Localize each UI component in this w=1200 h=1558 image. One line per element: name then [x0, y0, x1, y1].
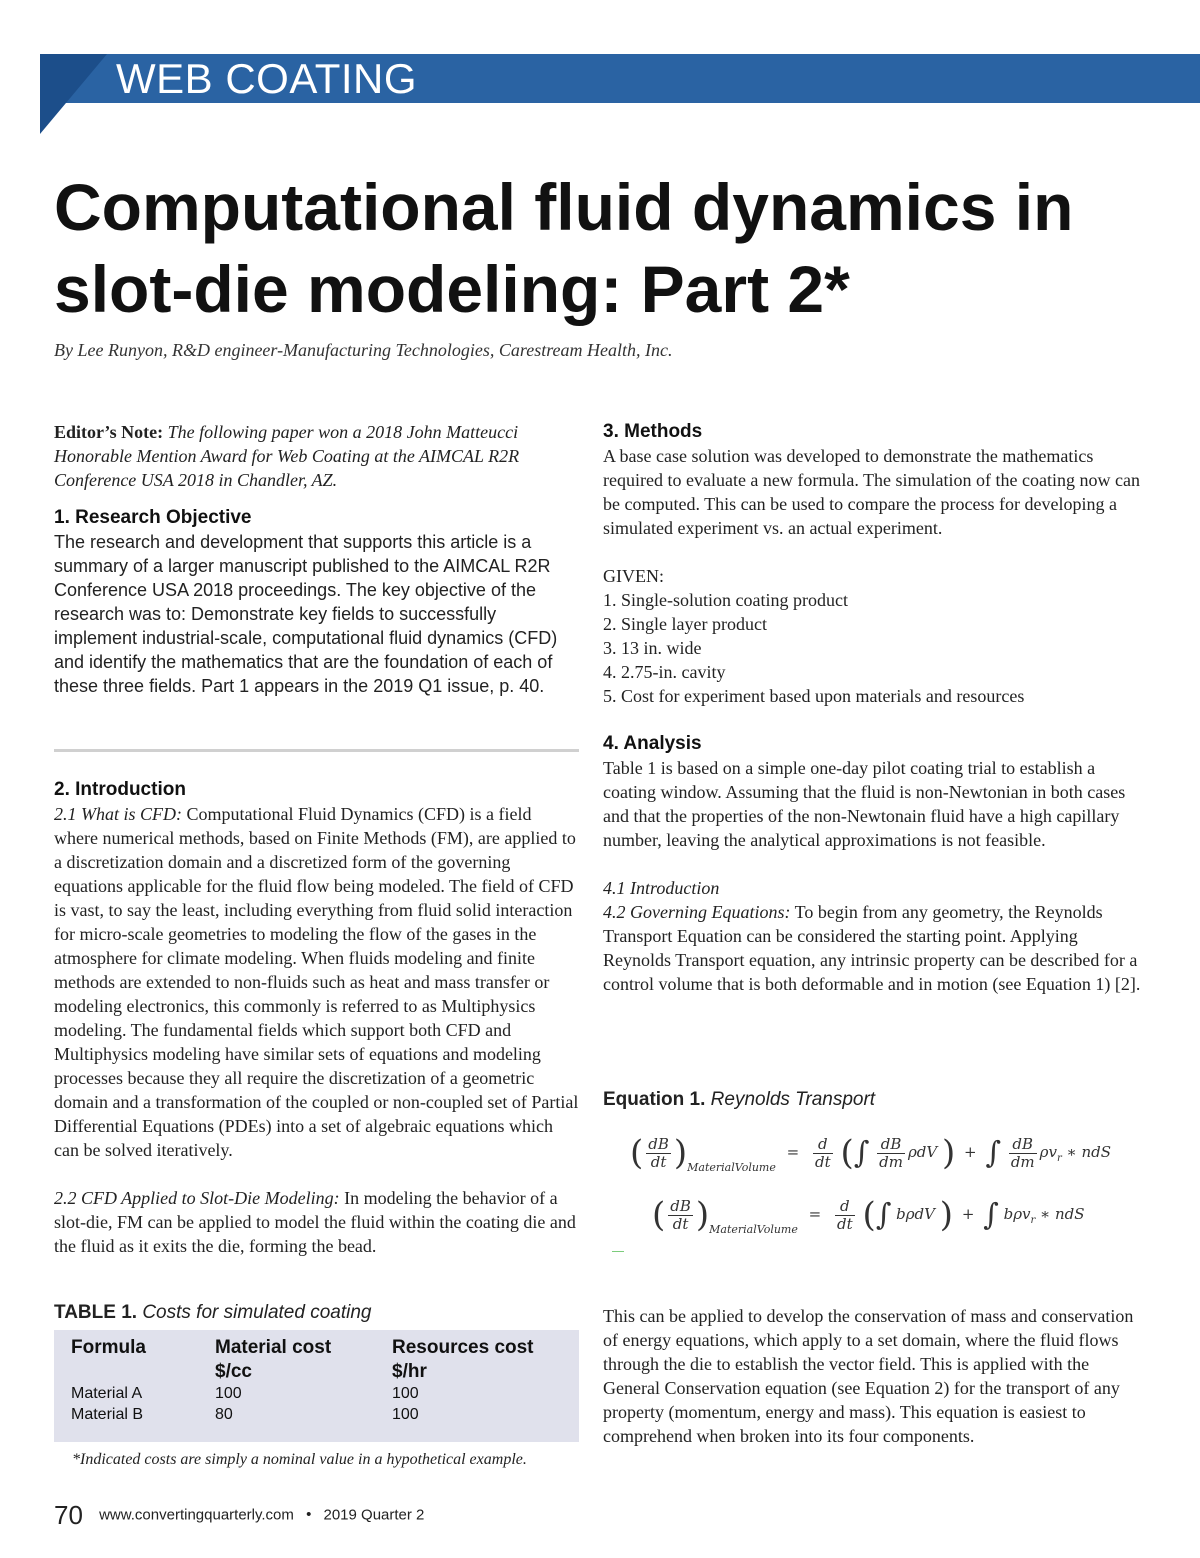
- page-footer: [54, 1500, 424, 1531]
- left-column-top: [54, 420, 579, 698]
- editors-note-text: The following paper won a 2018 John Matteucci Honorable Mention Award for Web Coating at the AIMCAL R2R Conference USA 2018 in Chandler, AZ.: [54, 422, 520, 490]
- editors-note-label: Editor’s Note:: [54, 422, 164, 442]
- table-unit-material: $/cc: [215, 1361, 252, 1382]
- table-cell: 80: [215, 1406, 233, 1423]
- table-cell: 100: [215, 1385, 242, 1402]
- table-unit-resources: $/hr: [392, 1361, 427, 1382]
- equation-line-1: ( $\frac{dB}{dt}$ )$_{MaterialVolume}$ = $\frac{d}{dt}$ (∫ $\frac{dB}{dm}$ ρdV ) + ∫ $\frac{dB}{dm}$ $\rho v_r$ ∗ ndS: [630, 1133, 1112, 1174]
- table-cell: Material B: [71, 1406, 144, 1423]
- section-label: WEB COATING: [116, 55, 418, 102]
- table-caption: [54, 1302, 372, 1324]
- cost-table: [54, 1330, 579, 1442]
- conservation-paragraph: This can be applied to develop the conservation of mass and conservation of energy equations, which apply to a set domain, where the fluid flows through the die to establish the vector field. This is applied with the General Conservation equation (see Equation 2) for the transport of any property (momentum, energy and mass). This equation is easiest to comprehend when broken into its four components.: [603, 1306, 1134, 1446]
- intro-paragraph-1: [54, 802, 579, 1162]
- equation-subscript: MaterialVolume: [687, 1161, 776, 1174]
- table-header-formula: Formula: [71, 1337, 146, 1358]
- intro-p1-text: Computational Fluid Dynamics (CFD) is a field where numerical methods, based on Finite Methods (FM), are applied to a discretization domain and a discretized form of the governing equations applicable for the fluid flow being modeled. The field of CFD is vast, to say the least, including everything from fluid solid interaction for micro-scale geometries to modeling the flow of the gases in the atmosphere for climate modeling. When fluids modeling and finite methods are extended to non-fluids such as heat and mass transfer or modeling electronics, this commonly is referred to as Multiphysics modeling. The fundamental fields which support both CFD and Multiphysics modeling have similar sets of equations and modeling processes because they all require the discretization of a geometric domain and a transformation of the coupled or non-coupled set of Partial Differential Equations (PDEs) into a set of algebraic equations which can be solved iteratively.: [54, 804, 579, 1160]
- table-cell: 100: [392, 1406, 419, 1423]
- given-label: GIVEN:: [603, 566, 664, 586]
- methods-heading: 3. Methods: [603, 421, 703, 442]
- research-objective-text: The research and development that supports this article is a summary of a larger manuscript published to the AIMCAL R2R Conference USA 2018 proceedings. The key objective of the research was to: Demonstrate key fields to successfully implement industrial-scale, computational fluid dynamics (CFD) and identify the mathematics that are the foundation of each of these three fields. Part 1 appears in the 2019 Q1 issue, p. 40.: [54, 532, 558, 696]
- intro-p1-label: 2.1 What is CFD:: [54, 804, 182, 824]
- equation-caption-name: Reynolds Transport: [705, 1089, 876, 1110]
- given-item: 3. 13 in. wide: [603, 638, 702, 658]
- section-divider: [54, 749, 579, 752]
- intro-p2-text: In modeling the behavior of a slot-die, FM can be applied to model the fluid within the coating die and the fluid as it exits the die, forming the bead.: [54, 1188, 576, 1256]
- governing-equations-text: To begin from any geometry, the Reynolds Transport Equation can be considered the starting point. Applying Reynolds Transport equation, any intrinsic property can be described for a control volume that is both deformable and in motion (see Equation 1) [2].: [603, 902, 1141, 994]
- footer-issue: 2019 Quarter 2: [323, 1506, 425, 1524]
- governing-equations-paragraph: [603, 900, 1143, 996]
- governing-equations-label: 4.2 Governing Equations:: [603, 902, 791, 922]
- left-column-intro: [54, 778, 579, 1258]
- research-objective-heading: 1. Research Objective: [54, 507, 252, 528]
- byline: By Lee Runyon, R&D engineer-Manufacturing Technologies, Carestream Health, Inc.: [54, 340, 673, 360]
- table-footnote: *Indicated costs are simply a nominal value in a hypothetical example.: [72, 1451, 527, 1468]
- introduction-heading: 2. Introduction: [54, 779, 186, 800]
- footer-bullet: •: [306, 1506, 312, 1524]
- analysis-subheading-introduction: 4.1 Introduction: [603, 878, 720, 898]
- analysis-text: Table 1 is based on a simple one-day pilot coating trial to establish a coating window. Assuming that the fluid is non-Newtonian in both cases and that the properties of the non-Newtonain fluid have a high capillary number, leaving the analytical approximations is not feasible.: [603, 758, 1126, 850]
- table-caption-label: TABLE 1.: [54, 1302, 138, 1323]
- banner-accent: [40, 54, 107, 134]
- methods-text: A base case solution was developed to demonstrate the mathematics required to evaluate a new formula. The simulation of the coating now can be computed. This can be used to compare the process for developing a simulated experiment vs. an actual experiment.: [603, 446, 1140, 538]
- table-cell: 100: [392, 1385, 419, 1402]
- table-cell: Material A: [71, 1385, 143, 1402]
- given-item: 1. Single-solution coating product: [603, 590, 848, 610]
- equation-marker: [612, 1251, 624, 1252]
- table-header-material-cost: Material cost: [215, 1337, 332, 1358]
- equation-subscript: MaterialVolume: [709, 1223, 798, 1236]
- equation-caption: [603, 1089, 875, 1111]
- right-column: [603, 420, 1143, 996]
- intro-paragraph-2: [54, 1186, 579, 1258]
- given-item: 4. 2.75-in. cavity: [603, 662, 726, 682]
- equation-line-2: ( $\frac{dB}{dt}$ )$_{MaterialVolume}$ = $\frac{d}{dt}$ (∫ bρdV ) + ∫ bρv$_r$ ∗ ndS: [652, 1195, 1085, 1236]
- table-header-resources-cost: Resources cost: [392, 1337, 534, 1358]
- footer-site: www.convertingquarterly.com: [99, 1506, 294, 1524]
- analysis-heading: 4. Analysis: [603, 733, 702, 754]
- article-title: Computational fluid dynamics in slot-die modeling: Part 2*: [54, 170, 1074, 326]
- equation-caption-label: Equation 1.: [603, 1089, 706, 1110]
- editors-note: [54, 420, 579, 492]
- page-number: 70: [54, 1500, 83, 1530]
- intro-p2-label: 2.2 CFD Applied to Slot-Die Modeling:: [54, 1188, 340, 1208]
- given-item: 5. Cost for experiment based upon materials and resources: [603, 686, 1025, 706]
- given-item: 2. Single layer product: [603, 614, 767, 634]
- table-caption-text: Costs for simulated coating: [137, 1302, 372, 1323]
